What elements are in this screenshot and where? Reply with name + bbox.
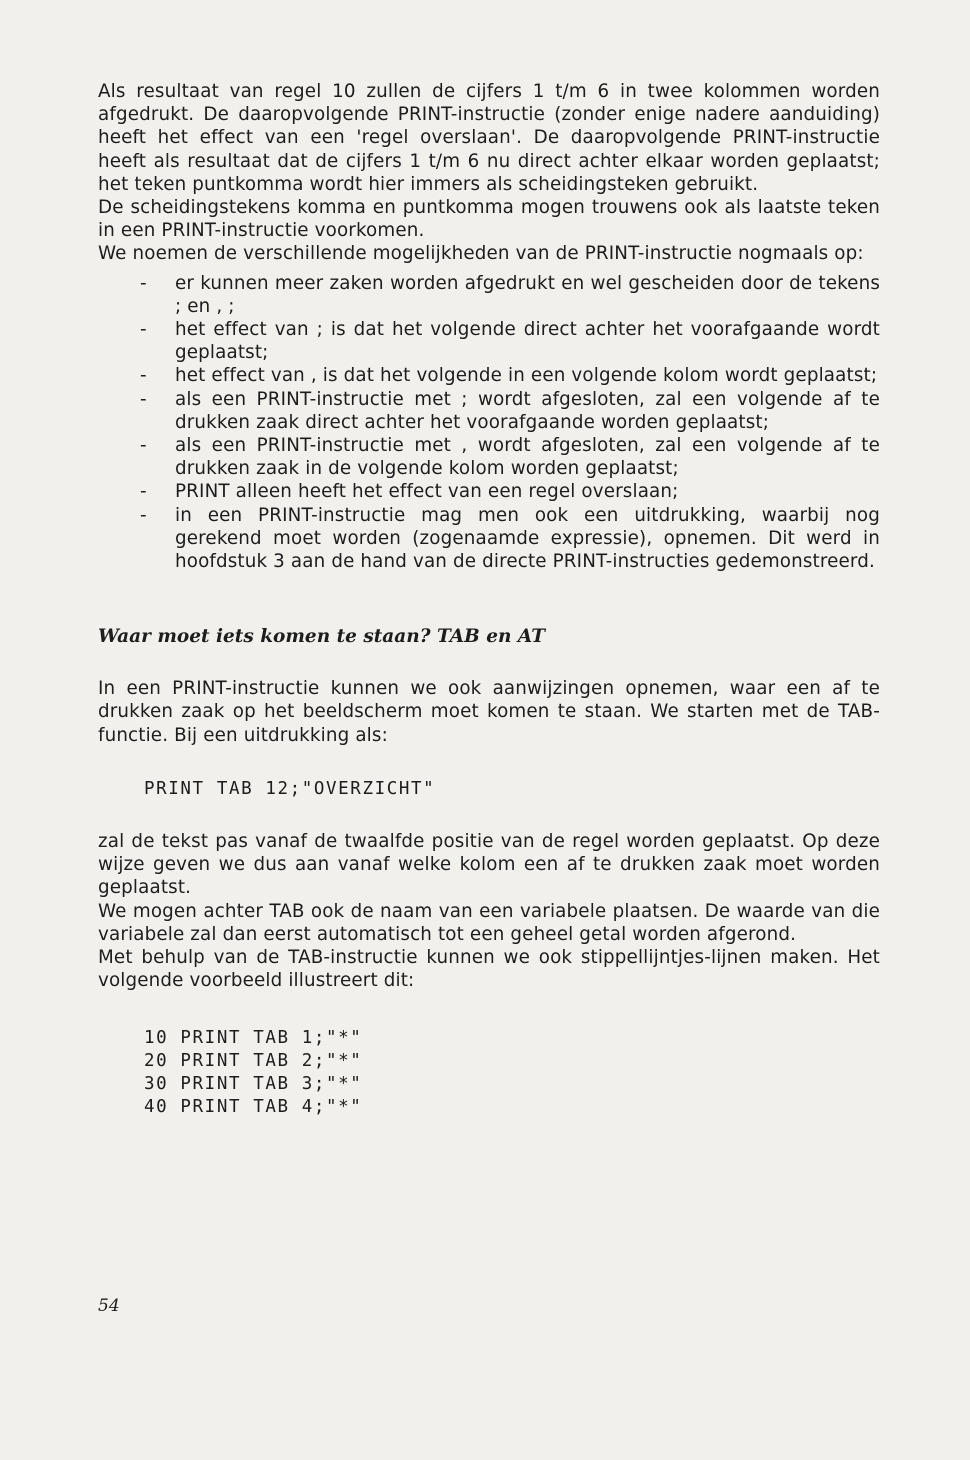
paragraph-tab-dotted-lines: Met behulp van de TAB-instructie kunnen we ook stippellijntjes-lijnen maken. Het volgende voorbeeld illustreert dit: xyxy=(98,947,880,992)
list-item-text: het effect van ; is dat het volgende direct achter het voorafgaande wordt geplaatst; xyxy=(175,319,880,364)
list-item-text: als een PRINT-instructie met , wordt afgesloten, zal een volgende af te drukken zaak in de volgende kolom worden geplaatst; xyxy=(175,435,880,480)
heading-spacer xyxy=(98,649,880,677)
list-dash: - xyxy=(140,388,147,410)
list-item xyxy=(98,504,880,574)
print-options-list xyxy=(98,272,880,574)
list-dash: - xyxy=(140,504,147,526)
list-dash: - xyxy=(140,481,147,503)
paragraph-result-explanation: Als resultaat van regel 10 zullen de cijfers 1 t/m 6 in twee kolommen worden afgedrukt. De daaropvolgende PRINT-instructie (zonder enige nadere aanduiding) heeft het effect van een 'regel overslaan'. De daaropvolgende PRINT-instructie heeft als resultaat dat de cijfers 1 t/m 6 nu direct achter elkaar worden geplaatst; het teken puntkomma wordt hier immers als scheidingsteken gebruikt. xyxy=(98,81,880,195)
list-item xyxy=(98,364,880,387)
page-body xyxy=(98,80,880,1119)
code-line: 30 PRINT TAB 3;"*" xyxy=(144,1073,363,1094)
code-listing xyxy=(144,1027,880,1120)
code-line: 20 PRINT TAB 2;"*" xyxy=(144,1050,363,1071)
list-item xyxy=(98,318,880,364)
section-heading: Waar moet iets komen te staan? TAB en AT xyxy=(98,626,545,648)
code-example-tab: PRINT TAB 12;"OVERZICHT" xyxy=(144,778,436,799)
list-dash: - xyxy=(140,435,147,457)
paragraph-tab-variable: We mogen achter TAB ook de naam van een variabele plaatsen. De waarde van die variabele zal dan eerst automatisch tot een geheel getal worden afgerond. xyxy=(98,900,880,945)
list-dash: - xyxy=(140,272,147,294)
page-number: 54 xyxy=(98,1296,120,1316)
list-item xyxy=(98,434,880,480)
paragraph-tab-position: zal de tekst pas vanaf de twaalfde positie van de regel worden geplaatst. Op deze wijze geven we dus aan vanaf welke kolom een af te drukken zaak moet worden geplaatst. xyxy=(98,831,880,899)
list-item-text: het effect van , is dat het volgende in een volgende kolom wordt geplaatst; xyxy=(175,365,878,387)
list-dash: - xyxy=(140,365,147,387)
code-line: 10 PRINT TAB 1;"*" xyxy=(144,1027,363,1048)
list-item-text: als een PRINT-instructie met ; wordt afgesloten, zal een volgende af te drukken zaak direct achter het voorafgaande worden geplaatst; xyxy=(175,388,880,433)
paragraph-tab-intro: In een PRINT-instructie kunnen we ook aanwijzingen opnemen, waar een af te drukken zaak op het beeldscherm moet komen te staan. We starten met de TAB-functie. Bij een uitdrukking als: xyxy=(98,678,880,746)
list-item-text: PRINT alleen heeft het effect van een regel overslaan; xyxy=(175,481,679,503)
paragraph-list-intro: We noemen de verschillende mogelijkheden van de PRINT-instructie nogmaals op: xyxy=(98,243,864,265)
code-line: 40 PRINT TAB 4;"*" xyxy=(144,1097,363,1118)
list-item xyxy=(98,480,880,503)
list-item xyxy=(98,272,880,318)
list-item xyxy=(98,388,880,434)
list-dash: - xyxy=(140,319,147,341)
paragraph-separators-note: De scheidingstekens komma en puntkomma mogen trouwens ook als laatste teken in een PRINT-instructie voorkomen. xyxy=(98,197,880,242)
list-item-text: er kunnen meer zaken worden afgedrukt en wel gescheiden door de tekens ; en , ; xyxy=(175,272,880,317)
list-item-text: in een PRINT-instructie mag men ook een uitdrukking, waarbij nog gerekend moet worden (zogenaamde expressie), opnemen. Dit werd in hoofdstuk 3 aan de hand van de directe PRINT-instructies gedemonstreerd. xyxy=(175,504,880,573)
